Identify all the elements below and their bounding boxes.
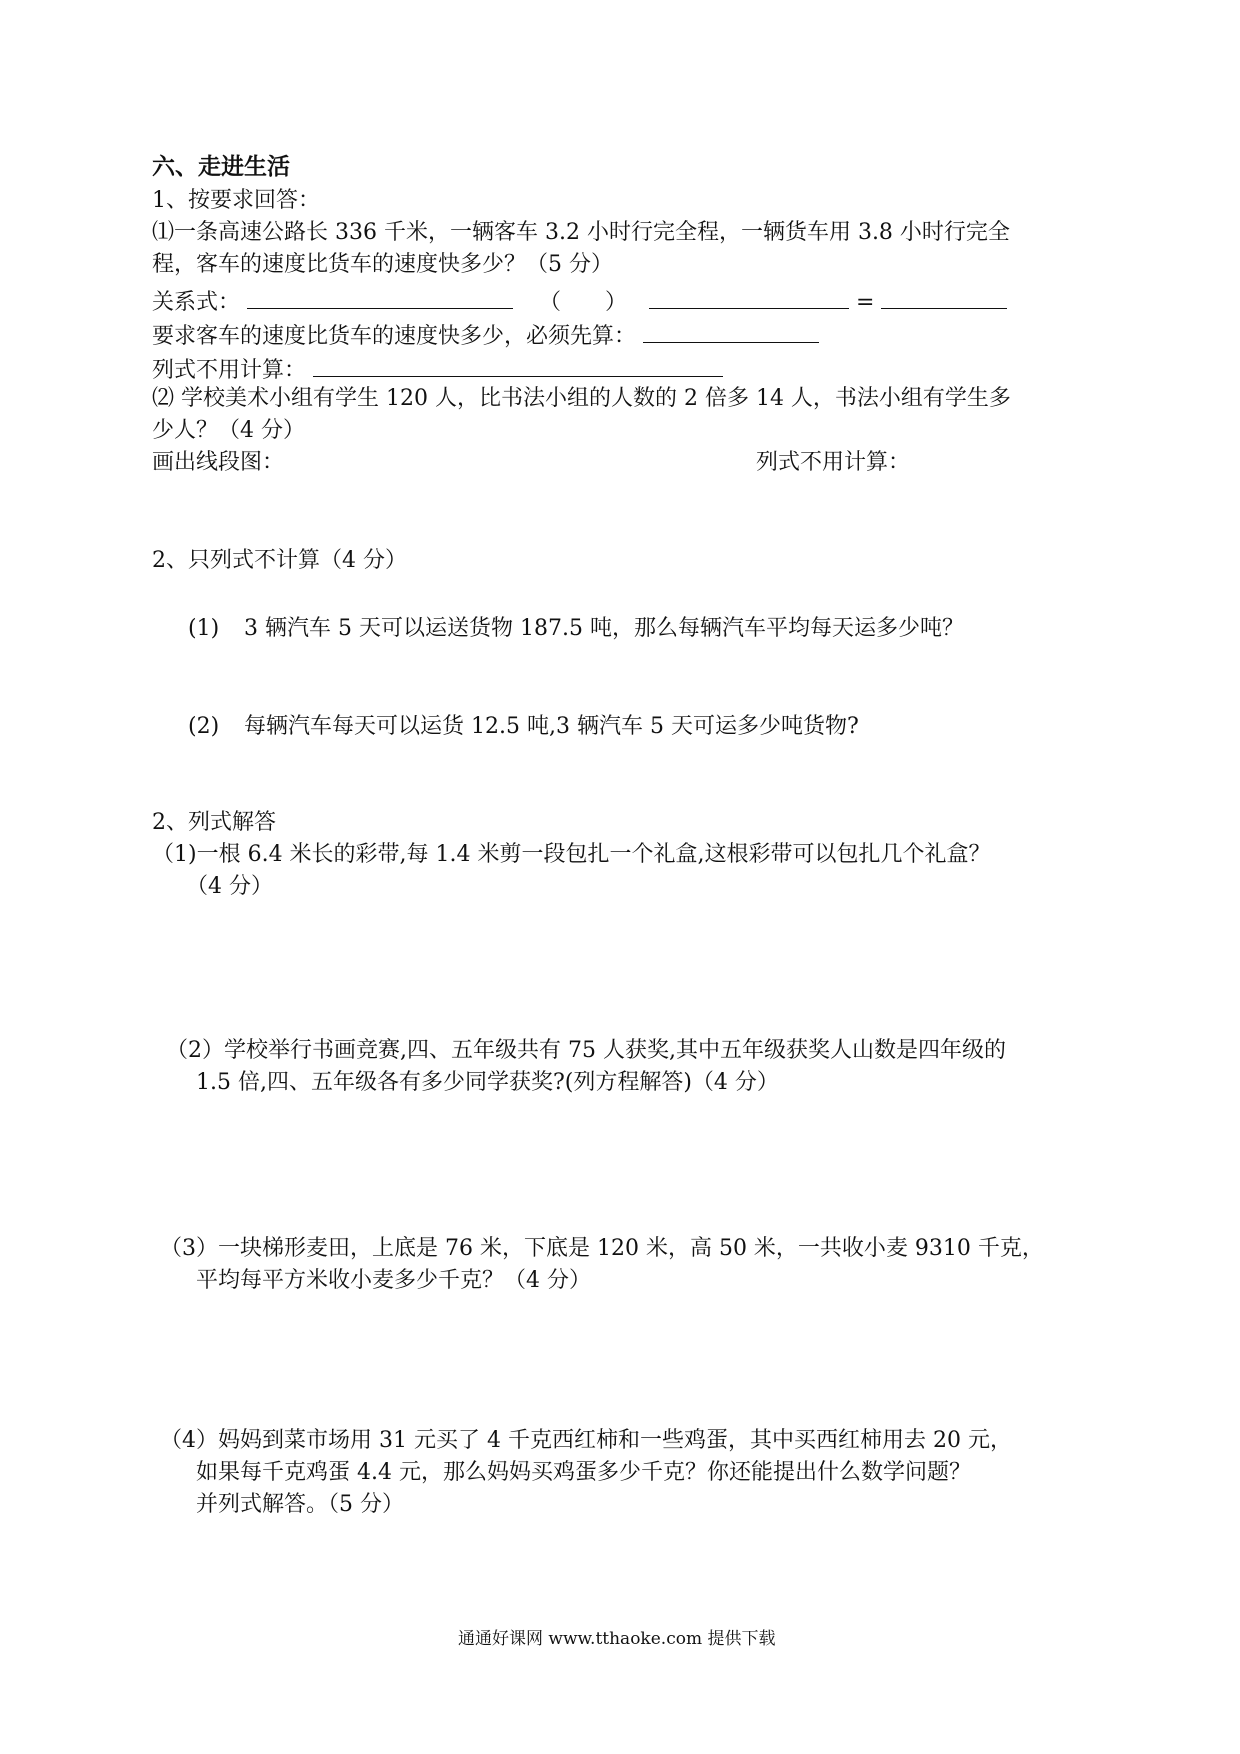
paren-close: ） (605, 290, 628, 315)
relation-blank-3[interactable] (881, 286, 1007, 309)
q3-heading: 2、列式解答 (152, 810, 276, 835)
q3-item2-line2: 1.5 倍,四、五年级各有多少同学获奖?(列方程解答)（4 分） (196, 1070, 779, 1095)
first-calc-blank[interactable] (643, 320, 819, 343)
first-calc-label: 要求客车的速度比货车的速度快多少，必须先算： (152, 324, 637, 349)
section-title: 六、走进生活 (152, 153, 290, 180)
q1-p2-line2: 少人？（4 分） (152, 418, 305, 443)
relation-label: 关系式： (152, 290, 241, 315)
formula-label: 列式不用计算： (152, 358, 307, 383)
q1-heading: 1、按要求回答： (152, 188, 320, 213)
q3-item3-line2: 平均每平方米收小麦多少千克？（4 分） (196, 1268, 591, 1293)
q3-item1-line1: （1)一根 6.4 米长的彩带,每 1.4 米剪一段包扎一个礼盒,这根彩带可以包扎几个礼盒？ (152, 842, 991, 867)
relation-row (152, 286, 1007, 318)
q3-item4-line1: （4）妈妈到菜市场用 31 元买了 4 千克西红柿和一些鸡蛋，其中买西红柿用去 20 元， (160, 1428, 1012, 1453)
formula-row (152, 354, 723, 386)
q2-item1-text: 3 辆汽车 5 天可以运送货物 187.5 吨，那么每辆汽车平均每天运多少吨？ (244, 616, 964, 641)
q3-item4-line2: 如果每千克鸡蛋 4.4 元，那么妈妈买鸡蛋多少千克？你还能提出什么数学问题？ (196, 1460, 971, 1485)
q3-item1-line2: （4 分） (186, 874, 273, 899)
q1-p1-line2: 程，客车的速度比货车的速度快多少？（5 分） (152, 252, 613, 277)
formula-label-right: 列式不用计算： (756, 450, 911, 475)
relation-blank-2[interactable] (649, 286, 849, 309)
q2-item2-number: (2) (188, 714, 220, 739)
q3-item4-line3: 并列式解答。（5 分） (196, 1492, 404, 1517)
relation-blank-1[interactable] (247, 286, 513, 309)
q2-heading: 2、只列式不计算（4 分） (152, 548, 407, 573)
formula-blank[interactable] (313, 354, 723, 377)
draw-diagram-label: 画出线段图： (152, 450, 285, 475)
q2-item2-text: 每辆汽车每天可以运货 12.5 吨,3 辆汽车 5 天可运多少吨货物? (244, 714, 859, 739)
q3-item3-line1: （3）一块梯形麦田，上底是 76 米，下底是 120 米，高 50 米，一共收小麦 9310 千克， (160, 1236, 1044, 1261)
q2-item1-number: (1) (188, 616, 220, 641)
q1-p2-line1: ⑵ 学校美术小组有学生 120 人，比书法小组的人数的 2 倍多 14 人，书法小组有学生多 (152, 386, 1011, 411)
q1-p1-line1: ⑴一条高速公路长 336 千米，一辆客车 3.2 小时行完全程，一辆货车用 3.8 小时行完全 (152, 220, 1010, 245)
first-calc-row (152, 320, 819, 352)
q3-item2-line1: （2）学校举行书画竞赛,四、五年级共有 75 人获奖,其中五年级获奖人山数是四年级的 (166, 1038, 1006, 1063)
paren-open: （ (539, 290, 562, 315)
footer-text: 通通好课网 www.tthaoke.com 提供下载 (458, 1629, 776, 1649)
equals-sign: = (856, 290, 875, 315)
